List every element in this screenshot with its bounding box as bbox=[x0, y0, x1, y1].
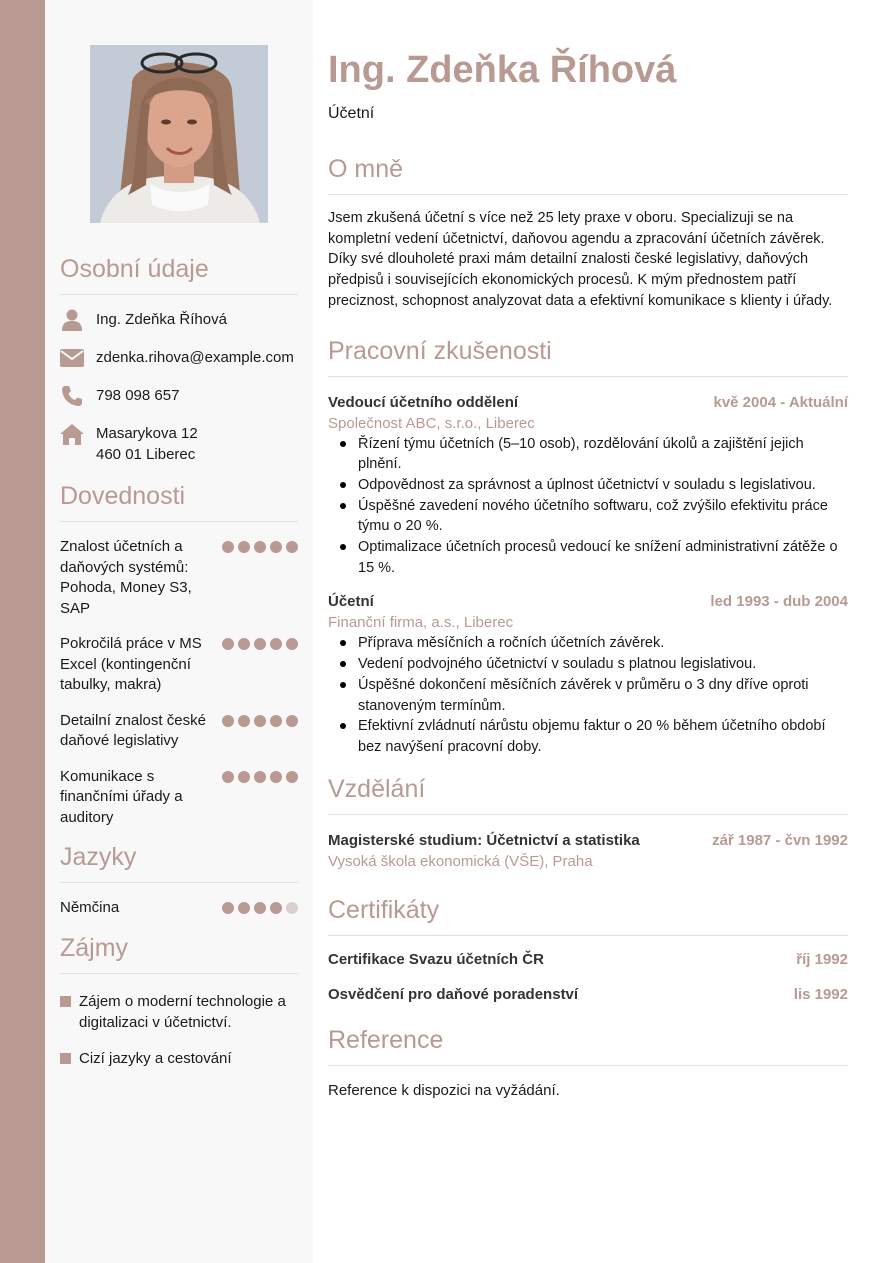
hobby-list bbox=[60, 991, 298, 1069]
hobby-item bbox=[60, 991, 298, 1033]
rating-dots bbox=[222, 537, 298, 553]
rating-dot bbox=[286, 771, 298, 783]
entry-bullets bbox=[328, 633, 848, 757]
contact-email[interactable] bbox=[60, 347, 298, 369]
rating-dot bbox=[238, 638, 250, 650]
rating-dot bbox=[238, 771, 250, 783]
reference-text: Reference k dispozici na vyžádání. bbox=[328, 1081, 560, 1099]
job-title: Účetní bbox=[328, 105, 375, 122]
rating-dot bbox=[254, 541, 266, 553]
certificate-name: Certifikace Svazu účetních ČR bbox=[328, 950, 544, 968]
skills-heading: Dovednosti bbox=[60, 482, 298, 522]
bullet-item: Úspěšné dokončení měsíčních závěrek v průměru o 3 dny dříve oproti stanoveným termínům. bbox=[328, 675, 848, 716]
entry-title: Účetní bbox=[328, 593, 374, 611]
rating-dot bbox=[254, 902, 266, 914]
rating-dot bbox=[222, 771, 234, 783]
rating-dot bbox=[222, 541, 234, 553]
entry-title: Magisterské studium: Účetnictví a statistika bbox=[328, 831, 640, 849]
rating-dot bbox=[254, 638, 266, 650]
entry-organization: Společnost ABC, s.r.o., Liberec bbox=[328, 414, 535, 432]
education-list bbox=[328, 830, 848, 872]
bullet-item: Příprava měsíčních a ročních účetních závěrek. bbox=[328, 633, 848, 654]
certificate-item bbox=[328, 949, 848, 970]
hobby-text: Cizí jazyky a cestování bbox=[79, 1049, 232, 1067]
contact-email-text[interactable]: zdenka.rihova@example.com bbox=[96, 349, 294, 366]
skill-item bbox=[60, 634, 298, 696]
skill-item bbox=[60, 767, 298, 829]
language-list bbox=[60, 898, 298, 919]
rating-dots bbox=[222, 711, 298, 727]
languages-heading: Jazyky bbox=[60, 843, 298, 883]
sidebar bbox=[45, 0, 313, 1263]
entry-header bbox=[328, 591, 848, 612]
skill-item bbox=[60, 711, 298, 752]
bullet-item: Optimalizace účetních procesů vedoucí ke snížení administrativní zátěže o 15 %. bbox=[328, 537, 848, 578]
contact-list bbox=[60, 309, 298, 465]
address-line-2: 460 01 Liberec bbox=[96, 446, 196, 463]
skill-list bbox=[60, 537, 298, 828]
personal-heading: Osobní údaje bbox=[60, 255, 298, 295]
rating-dot bbox=[254, 715, 266, 727]
work-heading: Pracovní zkušenosti bbox=[328, 337, 848, 377]
entry-date: kvě 2004 - Aktuální bbox=[713, 393, 848, 411]
rating-dots bbox=[222, 767, 298, 783]
certificate-date: říj 1992 bbox=[796, 950, 848, 968]
rating-dot bbox=[270, 902, 282, 914]
skill-name: Detailní znalost české daňové legislativy bbox=[60, 711, 206, 749]
language-item bbox=[60, 898, 298, 919]
hobby-item bbox=[60, 1048, 298, 1069]
skill-name: Komunikace s finančními úřady a auditory bbox=[60, 767, 183, 826]
certificate-list bbox=[328, 949, 848, 1005]
about-heading: O mně bbox=[328, 155, 848, 195]
rating-dot bbox=[270, 638, 282, 650]
contact-address bbox=[60, 423, 298, 465]
rating-dot bbox=[222, 902, 234, 914]
entry-header bbox=[328, 392, 848, 413]
rating-dot bbox=[238, 902, 250, 914]
rating-dot bbox=[222, 638, 234, 650]
bullet-item: Efektivní zvládnutí nárůstu objemu faktur o 20 % během účetního období bez navýšení pracovní doby. bbox=[328, 716, 848, 757]
address-line-1: Masarykova 12 bbox=[96, 425, 198, 442]
hobby-text: Zájem o moderní technologie a digitalizaci v účetnictví. bbox=[79, 992, 286, 1031]
entry-title: Vedoucí účetního oddělení bbox=[328, 393, 519, 411]
skill-name: Znalost účetních a daňových systémů: Pohoda, Money S3, SAP bbox=[60, 538, 192, 617]
bullet-item: Úspěšné zavedení nového účetního softwaru, což zvýšilo efektivitu práce týmu o 20 %. bbox=[328, 496, 848, 537]
entry-date: zář 1987 - čvn 1992 bbox=[712, 831, 848, 849]
bullet-item: Vedení podvojného účetnictví v souladu s platnou legislativou. bbox=[328, 654, 848, 675]
contact-name bbox=[60, 309, 298, 331]
candidate-name: Ing. Zdeňka Říhová bbox=[328, 49, 677, 91]
rating-dot bbox=[286, 541, 298, 553]
reference-heading: Reference bbox=[328, 1026, 848, 1066]
square-bullet-icon bbox=[60, 996, 71, 1007]
entry-header bbox=[328, 830, 848, 851]
rating-dots bbox=[222, 898, 298, 914]
contact-address-text bbox=[96, 423, 198, 465]
skill-name: Pokročilá práce v MS Excel (kontingenční tabulky, makra) bbox=[60, 635, 202, 693]
certificate-item bbox=[328, 984, 848, 1005]
envelope-icon bbox=[60, 347, 84, 369]
home-icon bbox=[60, 423, 84, 445]
rating-dot bbox=[270, 541, 282, 553]
experience-entry bbox=[328, 591, 848, 757]
contact-phone[interactable] bbox=[60, 385, 298, 407]
rating-dot bbox=[238, 541, 250, 553]
rating-dot bbox=[254, 771, 266, 783]
rating-dots bbox=[222, 634, 298, 650]
phone-icon bbox=[60, 385, 84, 407]
bullet-item: Odpovědnost za správnost a úplnost účetnictví v souladu s legislativou. bbox=[328, 475, 848, 496]
rating-dot bbox=[270, 715, 282, 727]
square-bullet-icon bbox=[60, 1053, 71, 1064]
rating-dot bbox=[270, 771, 282, 783]
hobbies-heading: Zájmy bbox=[60, 934, 298, 974]
experience-entry bbox=[328, 830, 848, 872]
rating-dot bbox=[238, 715, 250, 727]
entry-organization: Finanční firma, a.s., Liberec bbox=[328, 614, 514, 632]
contact-phone-text[interactable]: 798 098 657 bbox=[96, 387, 180, 404]
entry-date: led 1993 - dub 2004 bbox=[710, 593, 848, 611]
certificate-name: Osvědčení pro daňové poradenství bbox=[328, 985, 579, 1003]
certificates-heading: Certifikáty bbox=[328, 896, 848, 936]
about-text: Jsem zkušená účetní s více než 25 lety praxe v oboru. Specializuji se na kompletní vedení účetnictví, daňovou agendu a zpracování účetních závěrek. Díky své dlouholeté praxi mám detailní znalosti české legislativy, daňových předpisů i souvisejících ekonomických procesů. K mým přednostem patří preciznost, schopnost analyzovat data a efektivní komunikace s klienty i úřady. bbox=[328, 210, 833, 309]
contact-name-text: Ing. Zdeňka Říhová bbox=[96, 311, 227, 328]
skill-item bbox=[60, 537, 298, 619]
accent-strip bbox=[0, 0, 45, 1263]
rating-dot bbox=[286, 715, 298, 727]
certificate-date: lis 1992 bbox=[793, 985, 848, 1003]
experience-entry bbox=[328, 392, 848, 579]
entry-organization: Vysoká škola ekonomická (VŠE), Praha bbox=[328, 852, 593, 870]
profile-photo bbox=[90, 45, 268, 223]
work-list bbox=[328, 392, 848, 758]
rating-dot bbox=[286, 638, 298, 650]
bullet-item: Řízení týmu účetních (5–10 osob), rozdělování úkolů a zajištění jejich plnění. bbox=[328, 434, 848, 475]
rating-dot bbox=[222, 715, 234, 727]
entry-bullets bbox=[328, 434, 848, 579]
language-name: Němčina bbox=[60, 899, 120, 916]
education-heading: Vzdělání bbox=[328, 775, 848, 815]
main-content bbox=[313, 0, 893, 1263]
rating-dot bbox=[286, 902, 298, 914]
portrait-image bbox=[90, 45, 268, 223]
user-icon bbox=[60, 309, 84, 331]
